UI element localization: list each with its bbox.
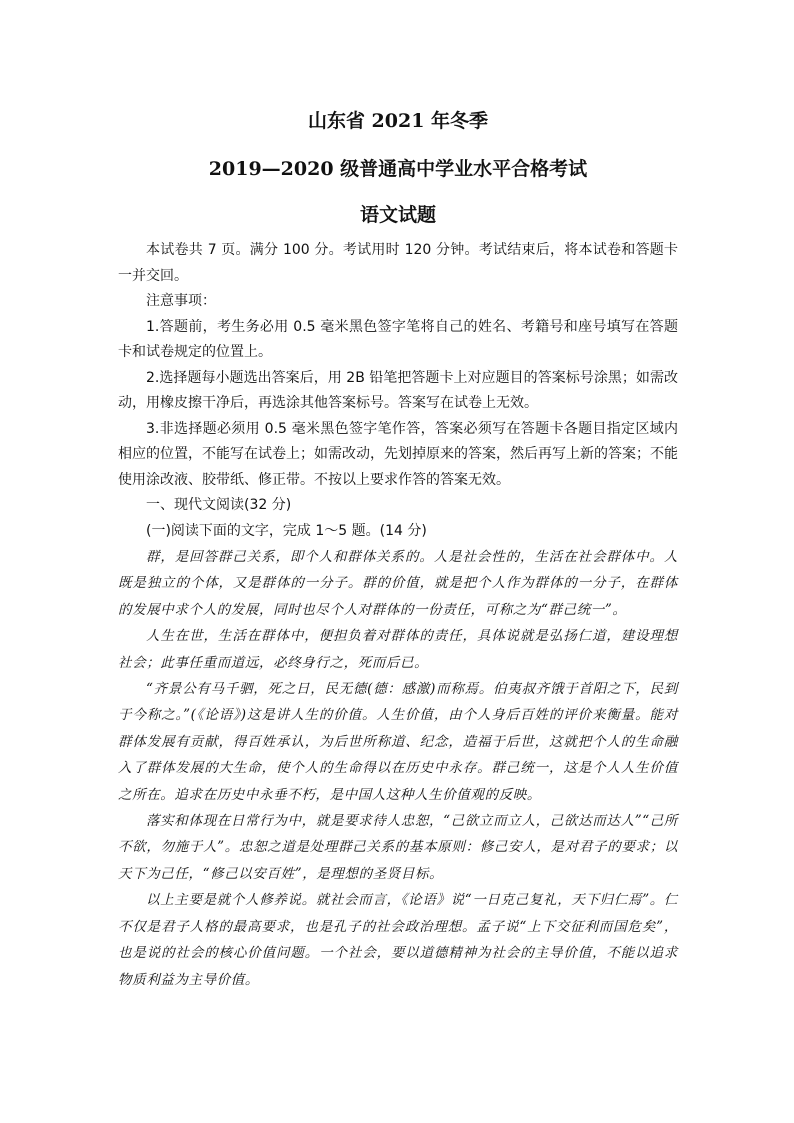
note-item-2: 2.选择题每小题选出答案后，用 2B 铅笔把答题卡上对应题目的答案标号涂黑；如需改动，用橡皮擦干净后，再选涂其他答案标号。答案写在试卷上无效。 [118,369,678,411]
section-heading: 一、现代文阅读(32 分) [146,497,292,513]
passage-paragraph-1: 群，是回答群己关系，即个人和群体关系的。人是社会性的，生活在社会群体中。人既是独立的个体，又是群体的一分子。群的价值，就是把个人作为群体的一分子，在群体的发展中求个人的发展，同时也尽个人对群体的一份责任，可称之为“群己统一”。 [118,549,678,618]
passage-paragraph-4: 落实和体现在日常行为中，就是要求待人忠恕，“己欲立而立人，己欲达而达人”“己所不欲，勿施于人”。忠恕之道是处理群己关系的基本原则：修己安人，是对君子的要求；以天下为己任，“修己以安百姓”，是理想的圣贤目标。 [118,813,678,882]
exam-name-title: 2019—2020 级普通高中学业水平合格考试 [208,158,588,180]
note-item-1: 1.答题前，考生务必用 0.5 毫米黑色签字笔将自己的姓名、考籍号和座号填写在答题卡和试卷规定的位置上。 [118,318,678,360]
exam-subject-title: 语文试题 [359,204,436,226]
passage-paragraph-3: “齐景公有马千驷，死之日，民无德(德：感激)而称焉。伯夷叔齐饿于首阳之下，民到于今称之。”(《论语》)这是讲人生的价值。人生价值，由个人身后百姓的评价来衡量。能对群体发展有贡献，得百姓承认，为后世所称道、纪念，造福于后世，这就把个人的生命融入了群体发展的大生命，使个人的生命得以在历史中永存。群己统一，这是个人人生价值之所在。追求在历史中永垂不朽，是中国人这种人生价值观的反映。 [118,681,678,803]
exam-province-title: 山东省 2021 年冬季 [307,110,489,132]
notes-title: 注意事项： [146,293,216,309]
passage-paragraph-5: 以上主要是就个人修养说。就社会而言，《论语》说“一日克己复礼，天下归仁焉”。仁不仅是君子人格的最高要求，也是孔子的社会政治理想。孟子说“上下交征利而国危矣”，也是说的社会的核心价值问题。一个社会，要以道德精神为社会的主导价值，不能以追求物质利益为主导价值。 [118,892,678,988]
exam-page [118,100,678,993]
intro-paragraph: 本试卷共 7 页。满分 100 分。考试用时 120 分钟。考试结束后，将本试卷和答题卡一并交回。 [118,242,678,284]
passage-paragraph-2: 人生在世，生活在群体中，便担负着对群体的责任，具体说就是弘扬仁道，建设理想社会；此事任重而道远，必终身行之，死而后已。 [118,628,678,671]
note-item-3: 3.非选择题必须用 0.5 毫米黑色签字笔作答，答案必须写在答题卡各题目指定区域内相应的位置，不能写在试卷上；如需改动，先划掉原来的答案，然后再写上新的答案；不能使用涂改液、胶带纸、修正带。不按以上要求作答的答案无效。 [118,420,678,488]
part-heading: (一)阅读下面的文字，完成 1～5 题。(14 分) [146,522,427,539]
